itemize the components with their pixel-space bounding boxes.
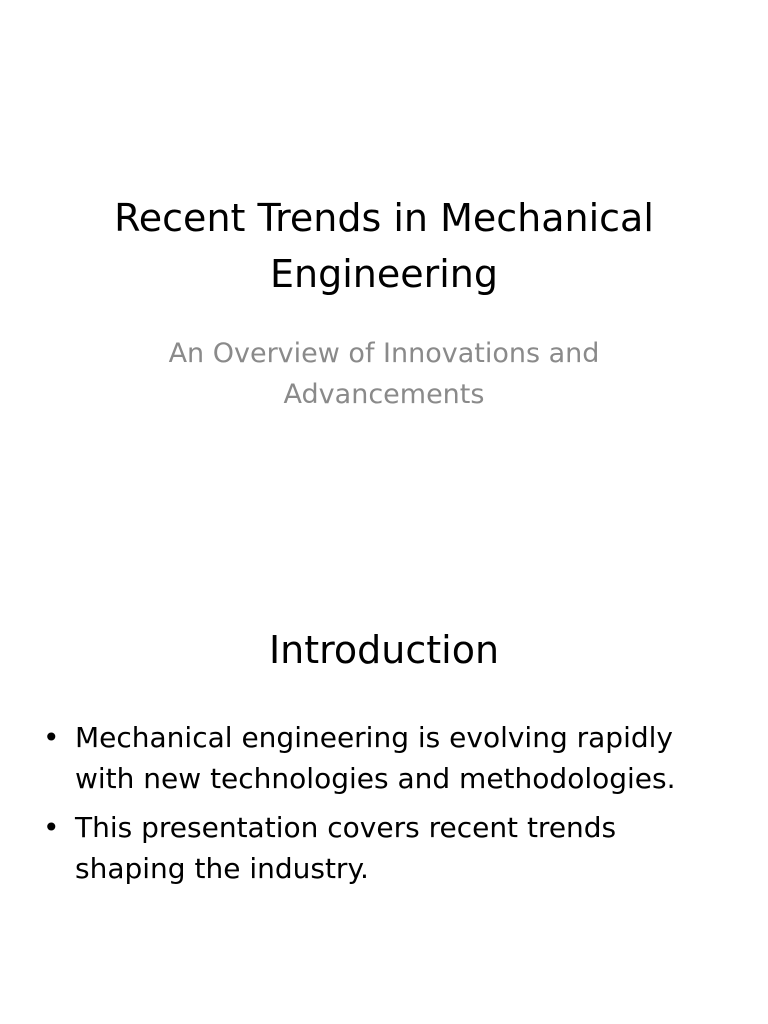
- bullet-list: [40, 717, 730, 897]
- bullet-item: [40, 807, 730, 889]
- bullet-text: This presentation covers recent trends shaping the industry.: [75, 811, 617, 885]
- bullet-text: Mechanical engineering is evolving rapidly with new technologies and methodologies.: [75, 721, 676, 795]
- slide-heading: Introduction: [268, 628, 500, 672]
- introduction-slide: [0, 512, 768, 1024]
- bullet-icon: •: [43, 811, 60, 844]
- bullet-item: [40, 717, 730, 799]
- bullet-icon: •: [43, 721, 60, 754]
- slide-title: Recent Trends in Mechanical Engineering: [114, 196, 654, 296]
- slide-subtitle: An Overview of Innovations and Advancements: [168, 338, 600, 410]
